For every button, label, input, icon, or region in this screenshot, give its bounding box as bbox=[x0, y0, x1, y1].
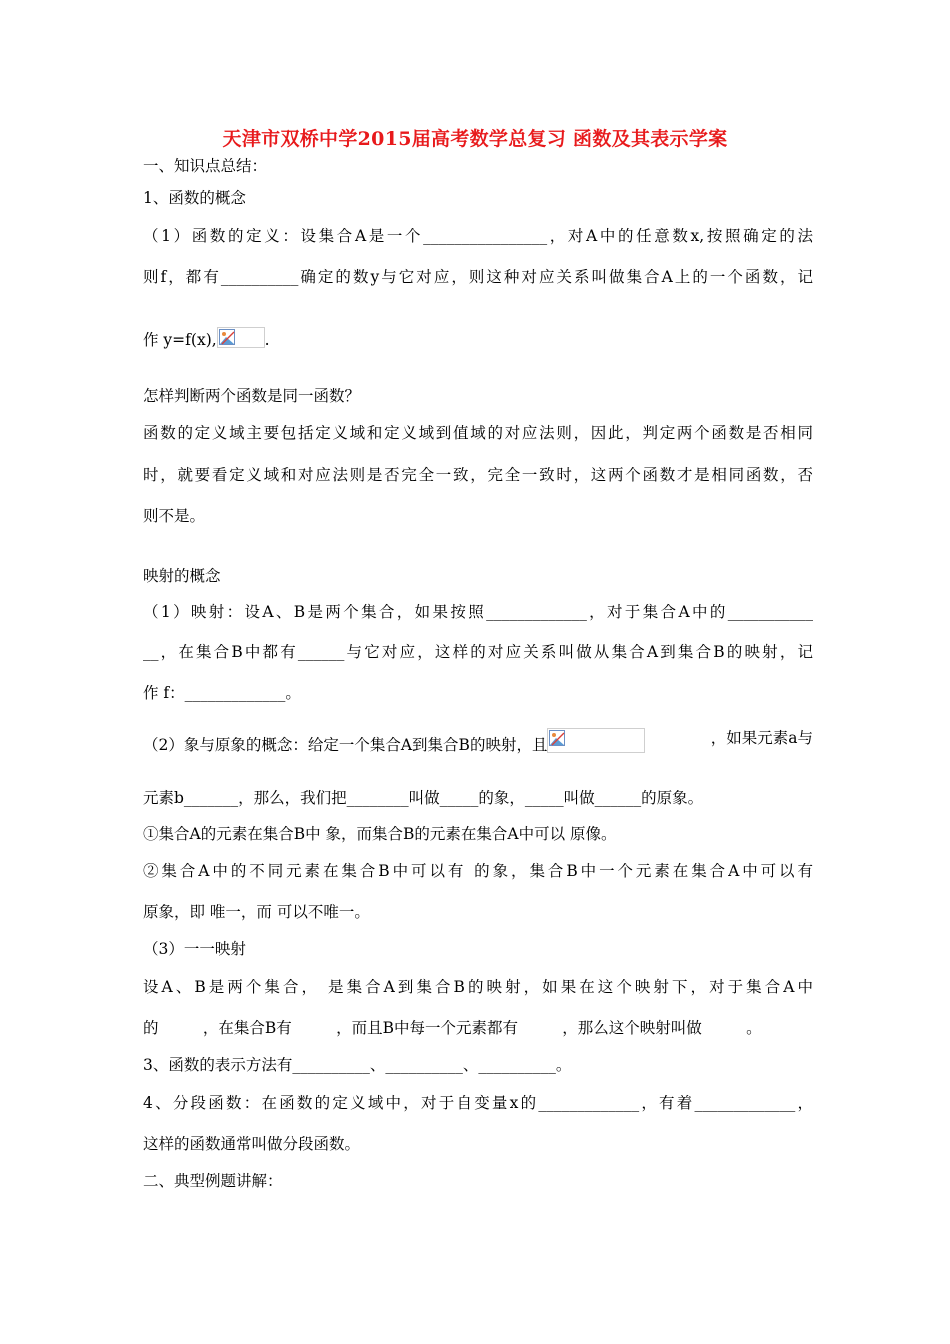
subsection-heading: 1、函数的概念 bbox=[143, 189, 246, 207]
subsection-heading: 3、函数的表示方法有__________、__________、__________。 bbox=[143, 1056, 572, 1074]
text-line: 设A、B是两个集合， 是集合A到集合B的映射，如果在这个映射下，对于集合A中 bbox=[143, 978, 813, 996]
image-placeholder bbox=[217, 327, 265, 348]
text-line: ②集合A中的不同元素在集合B中可以有 的象，集合B中一个元素在集合A中可以有 bbox=[143, 862, 813, 880]
text-line: 作 f：_____________。 bbox=[143, 684, 301, 702]
text-line: 的 ，在集合B有 ，而且B中每一个元素都有 ，那么这个映射叫做 。 bbox=[143, 1019, 762, 1037]
text-line: __，在集合B中都有______与它对应，这样的对应关系叫做从集合A到集合B的映射，记 bbox=[143, 643, 813, 661]
section-heading: 一、知识点总结： bbox=[143, 157, 268, 175]
text-line: 4、分段函数：在函数的定义域中，对于自变量x的_____________，有着_____________， bbox=[143, 1094, 813, 1112]
text-line: 这样的函数通常叫做分段函数。 bbox=[143, 1135, 361, 1153]
text-line: （1）映射：设A、B是两个集合，如果按照_____________，对于集合A中的___________ bbox=[143, 603, 813, 621]
subsection-heading: 映射的概念 bbox=[143, 567, 221, 585]
image-placeholder bbox=[547, 728, 645, 753]
text-line bbox=[143, 327, 813, 350]
text-line: 则不是。 bbox=[143, 507, 206, 525]
text-segment: （2）象与原象的概念：给定一个集合A到集合B的映射，且 bbox=[143, 736, 548, 754]
text-segment: ，如果元素a与 bbox=[710, 729, 813, 747]
broken-image-icon bbox=[219, 329, 235, 345]
text-line: 元素b_______，那么，我们把________叫做_____的象，_____叫做______的原象。 bbox=[143, 789, 704, 807]
period-text: . bbox=[264, 331, 270, 349]
broken-image-icon bbox=[549, 730, 565, 746]
text-line bbox=[143, 728, 813, 755]
document-title: 天津市双桥中学2015届高考数学总复习 函数及其表示学案 bbox=[222, 128, 728, 150]
question-line: 怎样判断两个函数是同一函数？ bbox=[143, 387, 361, 405]
subsection-heading: （3）一一映射 bbox=[143, 940, 246, 958]
text-line: 则f，都有__________确定的数y与它对应，则这种对应关系叫做集合A上的一个函数，记 bbox=[143, 268, 813, 286]
section-heading: 二、典型例题讲解： bbox=[143, 1172, 283, 1190]
text-line: 时，就要看定义域和对应法则是否完全一致，完全一致时，这两个函数才是相同函数，否 bbox=[143, 466, 813, 484]
formula-text: 作 y=f(x), bbox=[143, 331, 217, 349]
text-line: ①集合A的元素在集合B中 象，而集合B的元素在集合A中可以 原像。 bbox=[143, 825, 617, 843]
text-line: （1）函数的定义：设集合A是一个________________，对A中的任意数x,按照确定的法 bbox=[143, 227, 813, 245]
text-line: 函数的定义域主要包括定义域和定义域到值域的对应法则，因此，判定两个函数是否相同 bbox=[143, 424, 813, 442]
text-line: 原象，即 唯一，而 可以不唯一。 bbox=[143, 903, 370, 921]
